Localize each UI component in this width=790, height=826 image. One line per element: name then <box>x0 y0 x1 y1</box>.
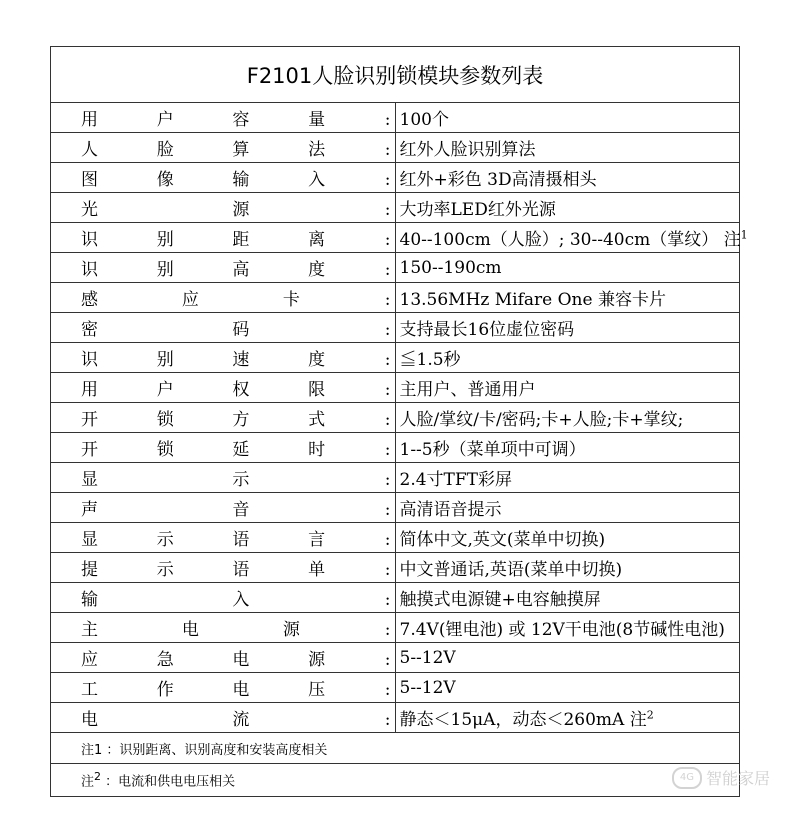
row-label-text: 用户容量 <box>81 110 384 130</box>
row-label-text: 输入 <box>81 590 384 610</box>
table-row <box>51 583 740 613</box>
row-label-text: 识别高度 <box>81 260 384 280</box>
note-row <box>51 764 740 797</box>
note-row <box>51 733 740 764</box>
row-value-text: 1--5秒（菜单项中可调） <box>399 440 586 460</box>
row-label-text: 用户权限 <box>81 380 384 400</box>
row-value <box>395 493 740 523</box>
row-label-text: 显示 <box>81 470 384 490</box>
row-value-text: 人脸/掌纹/卡/密码;卡+人脸;卡+掌纹; <box>399 410 684 430</box>
row-value <box>395 103 740 133</box>
table-row <box>51 673 740 703</box>
table-row <box>51 253 740 283</box>
row-value-text: 红外人脸识别算法 <box>399 140 536 160</box>
row-value-text: 简体中文,英文(菜单中切换) <box>399 530 606 550</box>
row-value-text: 5--12V <box>399 677 456 698</box>
watermark <box>672 766 770 789</box>
row-value-text: 5--12V <box>399 647 456 668</box>
row-label-text: 开锁延时 <box>81 440 384 460</box>
row-label-text: 人脸算法 <box>81 140 384 160</box>
watermark-logo-icon: 4G <box>672 767 702 789</box>
row-label: 识别距离: <box>51 223 396 253</box>
row-value <box>395 583 740 613</box>
table-title: F2101人脸识别锁模块参数列表 <box>51 47 740 103</box>
row-value <box>395 283 740 313</box>
row-label: 光源: <box>51 193 396 223</box>
row-label: 提示语单: <box>51 553 396 583</box>
row-label-text: 应急电源 <box>81 650 384 670</box>
row-value <box>395 613 740 643</box>
row-label: 用户容量: <box>51 103 396 133</box>
row-label-text: 主电源 <box>81 620 384 640</box>
row-value <box>395 133 740 163</box>
table-row <box>51 163 740 193</box>
row-value-text: 支持最长16位虚位密码 <box>399 320 575 340</box>
row-label: 显示: <box>51 463 396 493</box>
table-row <box>51 403 740 433</box>
footnote-marker: 1 <box>740 228 748 242</box>
row-value <box>395 643 740 673</box>
table-row <box>51 223 740 253</box>
row-value <box>395 433 740 463</box>
row-label: 电流: <box>51 703 396 733</box>
table-row <box>51 343 740 373</box>
row-value <box>395 343 740 373</box>
row-label: 开锁延时: <box>51 433 396 463</box>
row-value <box>395 373 740 403</box>
table-row <box>51 523 740 553</box>
row-value <box>395 163 740 193</box>
row-value-text: 2.4寸TFT彩屏 <box>399 470 513 490</box>
row-label: 识别高度: <box>51 253 396 283</box>
row-value-text: 中文普通话,英语(菜单中切换) <box>399 560 623 580</box>
row-label: 人脸算法: <box>51 133 396 163</box>
row-label-text: 识别速度 <box>81 350 384 370</box>
footnote-text: ：识别距离、识别高度和安装高度相关 <box>102 742 328 758</box>
row-value-text: 100个 <box>399 110 449 130</box>
row-value <box>395 463 740 493</box>
footnote-text: ：电流和供电电压相关 <box>101 774 236 790</box>
table-row <box>51 613 740 643</box>
row-value <box>395 403 740 433</box>
row-value <box>395 253 740 283</box>
parameter-table <box>50 46 748 797</box>
row-label: 感应卡: <box>51 283 396 313</box>
parameter-sheet <box>50 46 748 797</box>
table-row <box>51 193 740 223</box>
table-row <box>51 313 740 343</box>
row-value-text: 7.4V(锂电池) 或 12V干电池(8节碱性电池) <box>399 620 725 640</box>
row-label-text: 电流 <box>81 710 384 730</box>
footnote-prefix: 注1 <box>81 742 103 758</box>
footnote <box>51 733 740 764</box>
table-row <box>51 103 740 133</box>
row-value-text: 静态＜15μA，动态＜260mA 注 <box>399 710 647 730</box>
row-value-text: 大功率LED红外光源 <box>399 200 556 220</box>
row-value <box>395 523 740 553</box>
table-row <box>51 133 740 163</box>
row-label: 应急电源: <box>51 643 396 673</box>
row-value <box>395 553 740 583</box>
title-row <box>51 47 740 103</box>
row-label: 主电源: <box>51 613 396 643</box>
row-label-text: 光源 <box>81 200 384 220</box>
row-value-text: 150--190cm <box>399 257 502 278</box>
table-row <box>51 493 740 523</box>
row-value <box>395 673 740 703</box>
row-value <box>395 193 740 223</box>
row-label-text: 感应卡 <box>81 290 384 310</box>
row-label: 图像输入: <box>51 163 396 193</box>
row-value-text: 触摸式电源键+电容触摸屏 <box>399 590 601 610</box>
footnote <box>51 764 740 797</box>
footnote-marker: 2 <box>94 770 102 784</box>
row-label: 输入: <box>51 583 396 613</box>
row-label-text: 识别距离 <box>81 230 384 250</box>
row-label-text: 密码 <box>81 320 384 340</box>
footnote-marker: 2 <box>646 708 654 722</box>
row-label-text: 提示语单 <box>81 560 384 580</box>
row-value-text: 高清语音提示 <box>399 500 502 520</box>
row-label-text: 开锁方式 <box>81 410 384 430</box>
row-label-text: 显示语言 <box>81 530 384 550</box>
table-row <box>51 703 740 733</box>
row-label: 密码: <box>51 313 396 343</box>
row-label-text: 图像输入 <box>81 170 384 190</box>
row-label: 用户权限: <box>51 373 396 403</box>
row-label: 声音: <box>51 493 396 523</box>
row-label-text: 工作电压 <box>81 680 384 700</box>
row-value-text: ≦1.5秒 <box>399 350 461 370</box>
watermark-text: 智能家居 <box>705 769 770 788</box>
row-value-text: 红外+彩色 3D高清摄相头 <box>399 170 597 190</box>
footnote-prefix: 注 <box>81 774 95 790</box>
table-row <box>51 433 740 463</box>
row-value <box>395 313 740 343</box>
table-row <box>51 373 740 403</box>
row-value-text: 40--100cm（人脸）; 30--40cm（掌纹） 注 <box>399 230 741 250</box>
row-label-text: 声音 <box>81 500 384 520</box>
table-row <box>51 463 740 493</box>
table-row <box>51 283 740 313</box>
row-value-text: 主用户、普通用户 <box>399 380 536 400</box>
row-label: 识别速度: <box>51 343 396 373</box>
table-row <box>51 643 740 673</box>
row-value <box>395 223 748 253</box>
row-label: 开锁方式: <box>51 403 396 433</box>
row-value <box>395 703 740 733</box>
row-label: 工作电压: <box>51 673 396 703</box>
table-row <box>51 553 740 583</box>
row-value-text: 13.56MHz Mifare One 兼容卡片 <box>399 290 666 310</box>
row-label: 显示语言: <box>51 523 396 553</box>
